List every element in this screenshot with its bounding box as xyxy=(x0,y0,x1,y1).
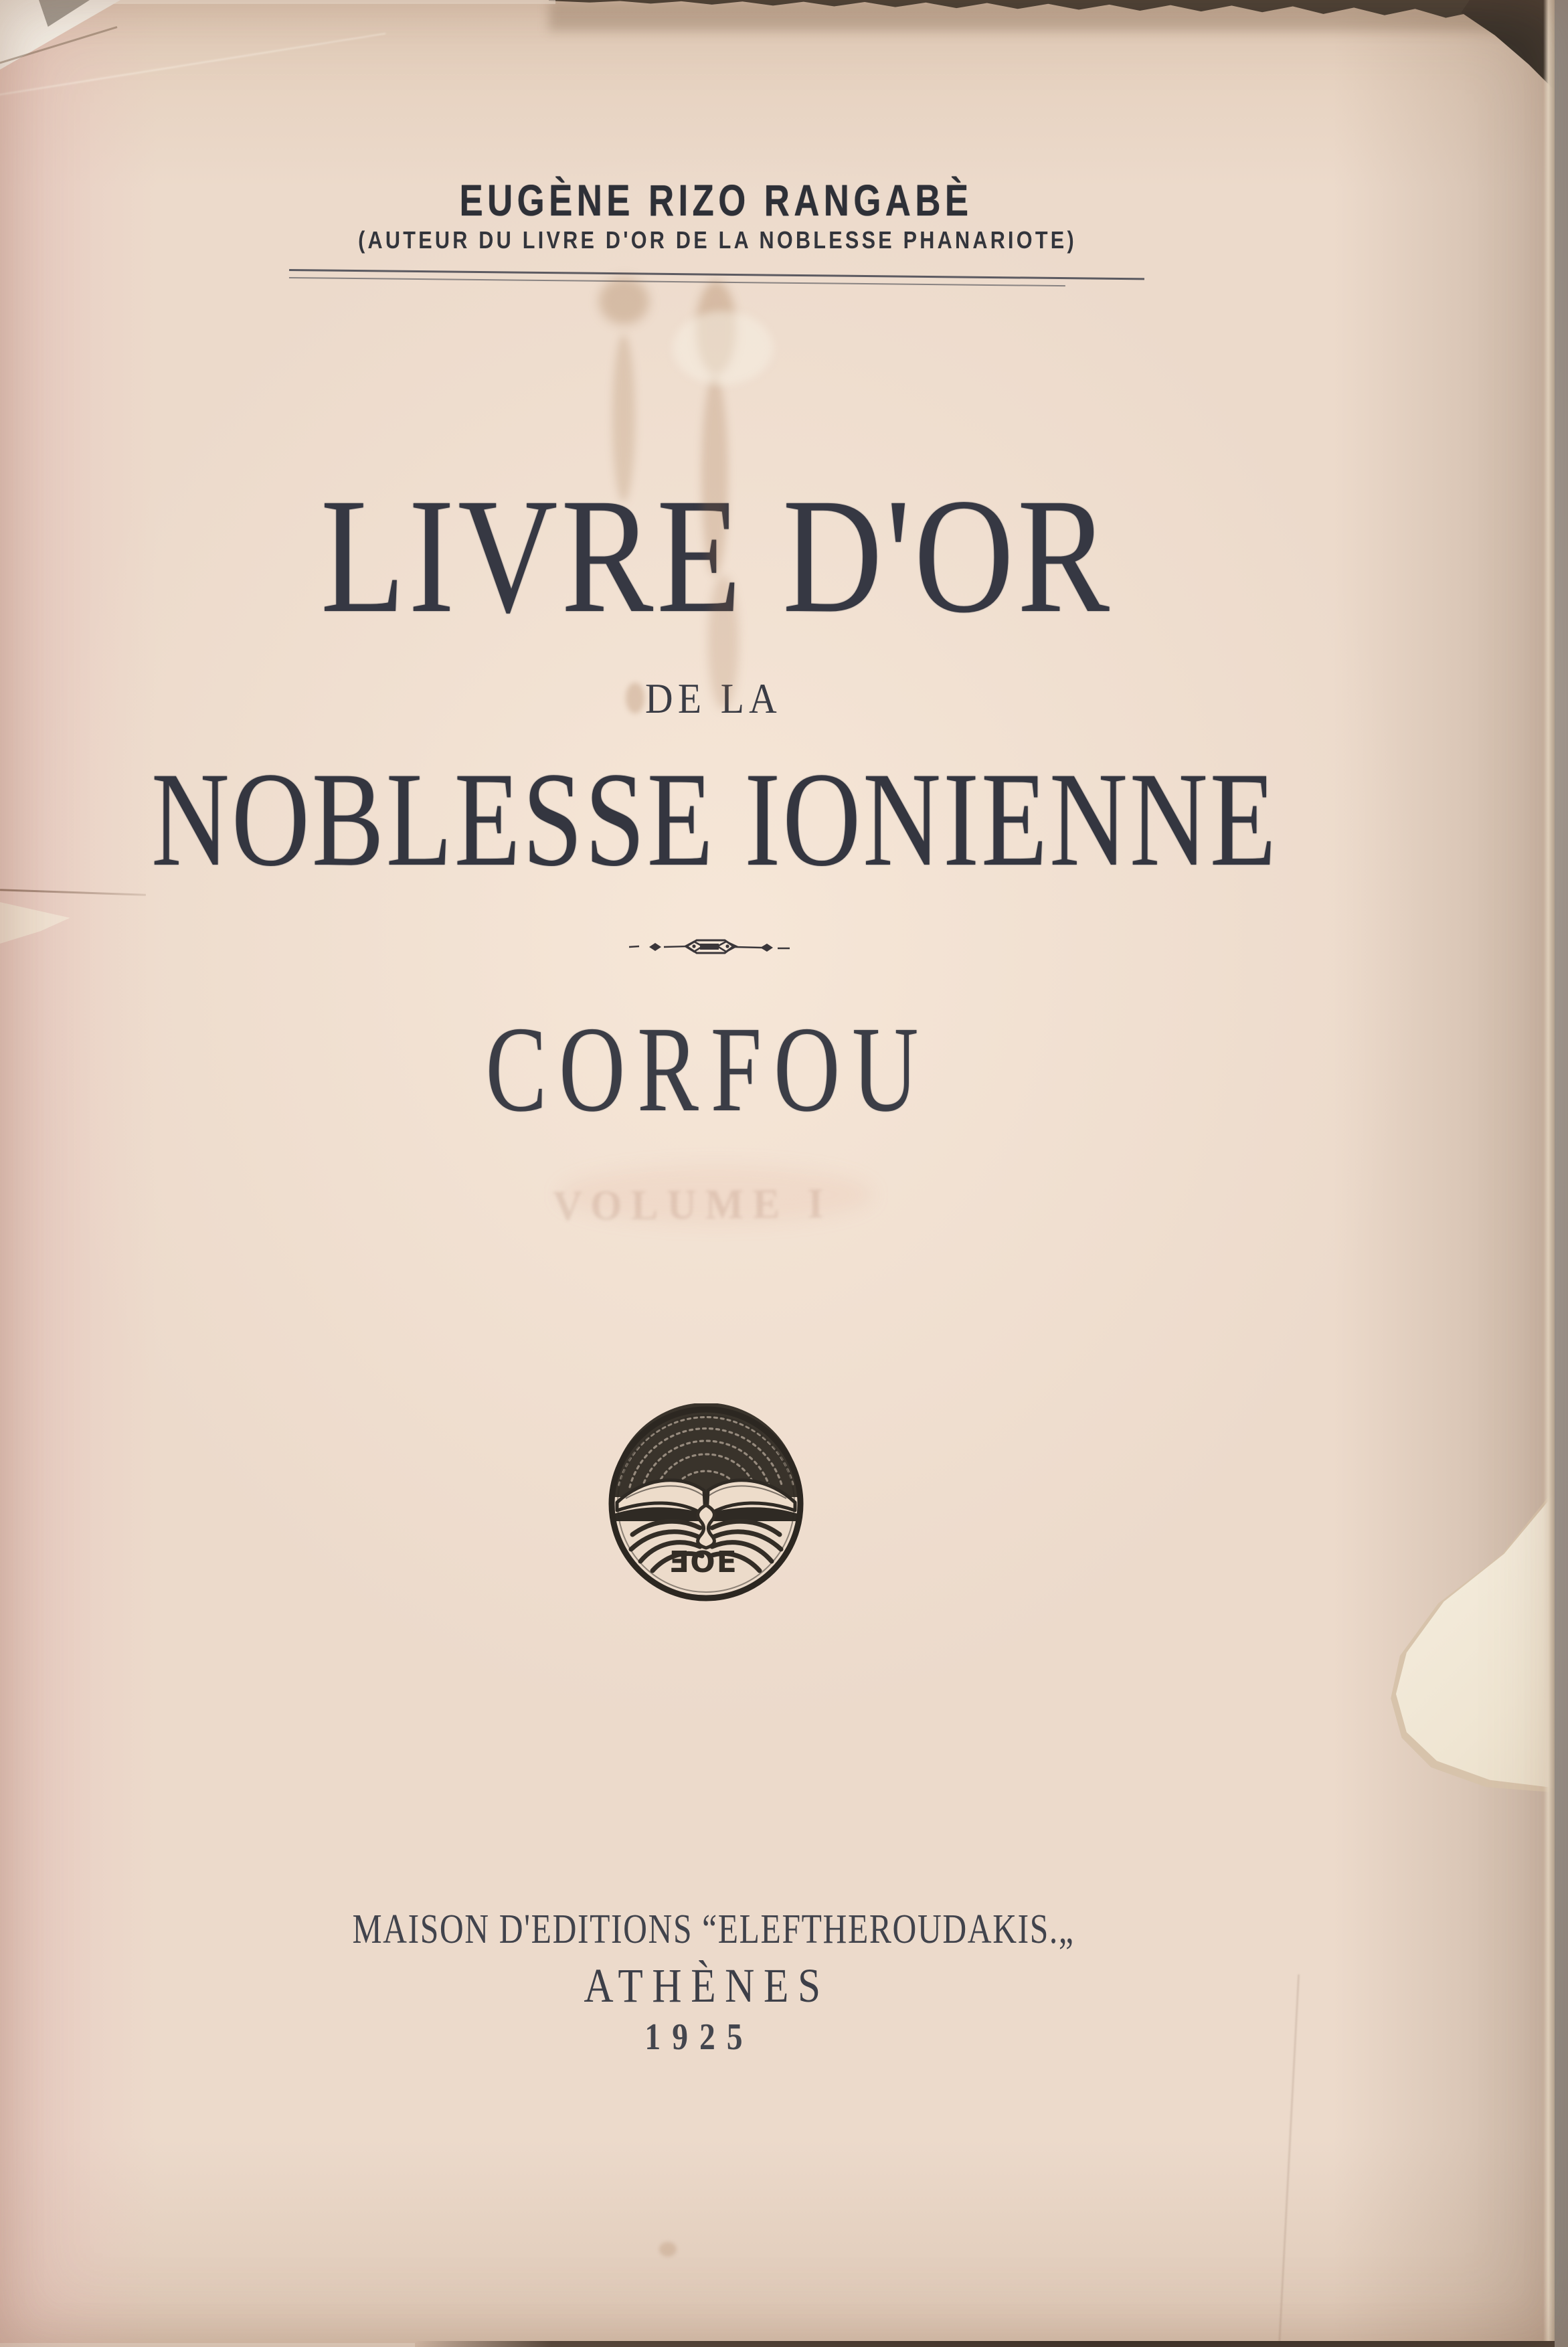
right-page-edge xyxy=(1543,0,1555,2347)
rule-line-bottom xyxy=(289,277,1065,286)
left-edge-crack xyxy=(0,889,146,896)
ornament-divider-icon xyxy=(629,936,791,958)
publication-city: ATHÈNES xyxy=(584,1959,830,2012)
double-rule-divider xyxy=(289,269,1144,287)
author-credit: (AUTEUR DU LIVRE D'OR DE LA NOBLESSE PHANARIOTE) xyxy=(358,226,1077,254)
ghost-text: VOLUME I xyxy=(552,1179,833,1229)
author-name: EUGÈNE RIZO RANGABÈ xyxy=(459,175,973,225)
section-title: CORFOU xyxy=(485,1001,931,1137)
book-title-line1: LIVRE D'OR xyxy=(321,465,1113,647)
publisher-emblem-open-book-wings-icon xyxy=(606,1403,806,1604)
paper-tear xyxy=(1391,1471,1568,1790)
right-scanner-strip xyxy=(1555,0,1568,2347)
stain xyxy=(599,278,649,325)
emblem-monogram: ƎΟΕ xyxy=(669,1545,738,1579)
stain xyxy=(626,683,644,713)
publisher-name: MAISON D'EDITIONS “ELEFTHEROUDAKIS.„ xyxy=(352,1907,1075,1952)
left-edge-chip xyxy=(0,902,74,944)
bottom-scan-edge xyxy=(0,2343,415,2347)
crease-top-left xyxy=(0,33,385,97)
book-title-line3: NOBLESSE IONIENNE xyxy=(151,744,1278,894)
publication-year: 1925 xyxy=(644,2016,754,2058)
bottom-worn-edge xyxy=(415,2341,1555,2347)
paper-scuff xyxy=(673,311,773,385)
stain xyxy=(659,2242,677,2257)
crease-bottom-right xyxy=(1278,1974,1299,2346)
book-title-line2: DE LA xyxy=(645,675,782,722)
stain xyxy=(696,281,736,375)
